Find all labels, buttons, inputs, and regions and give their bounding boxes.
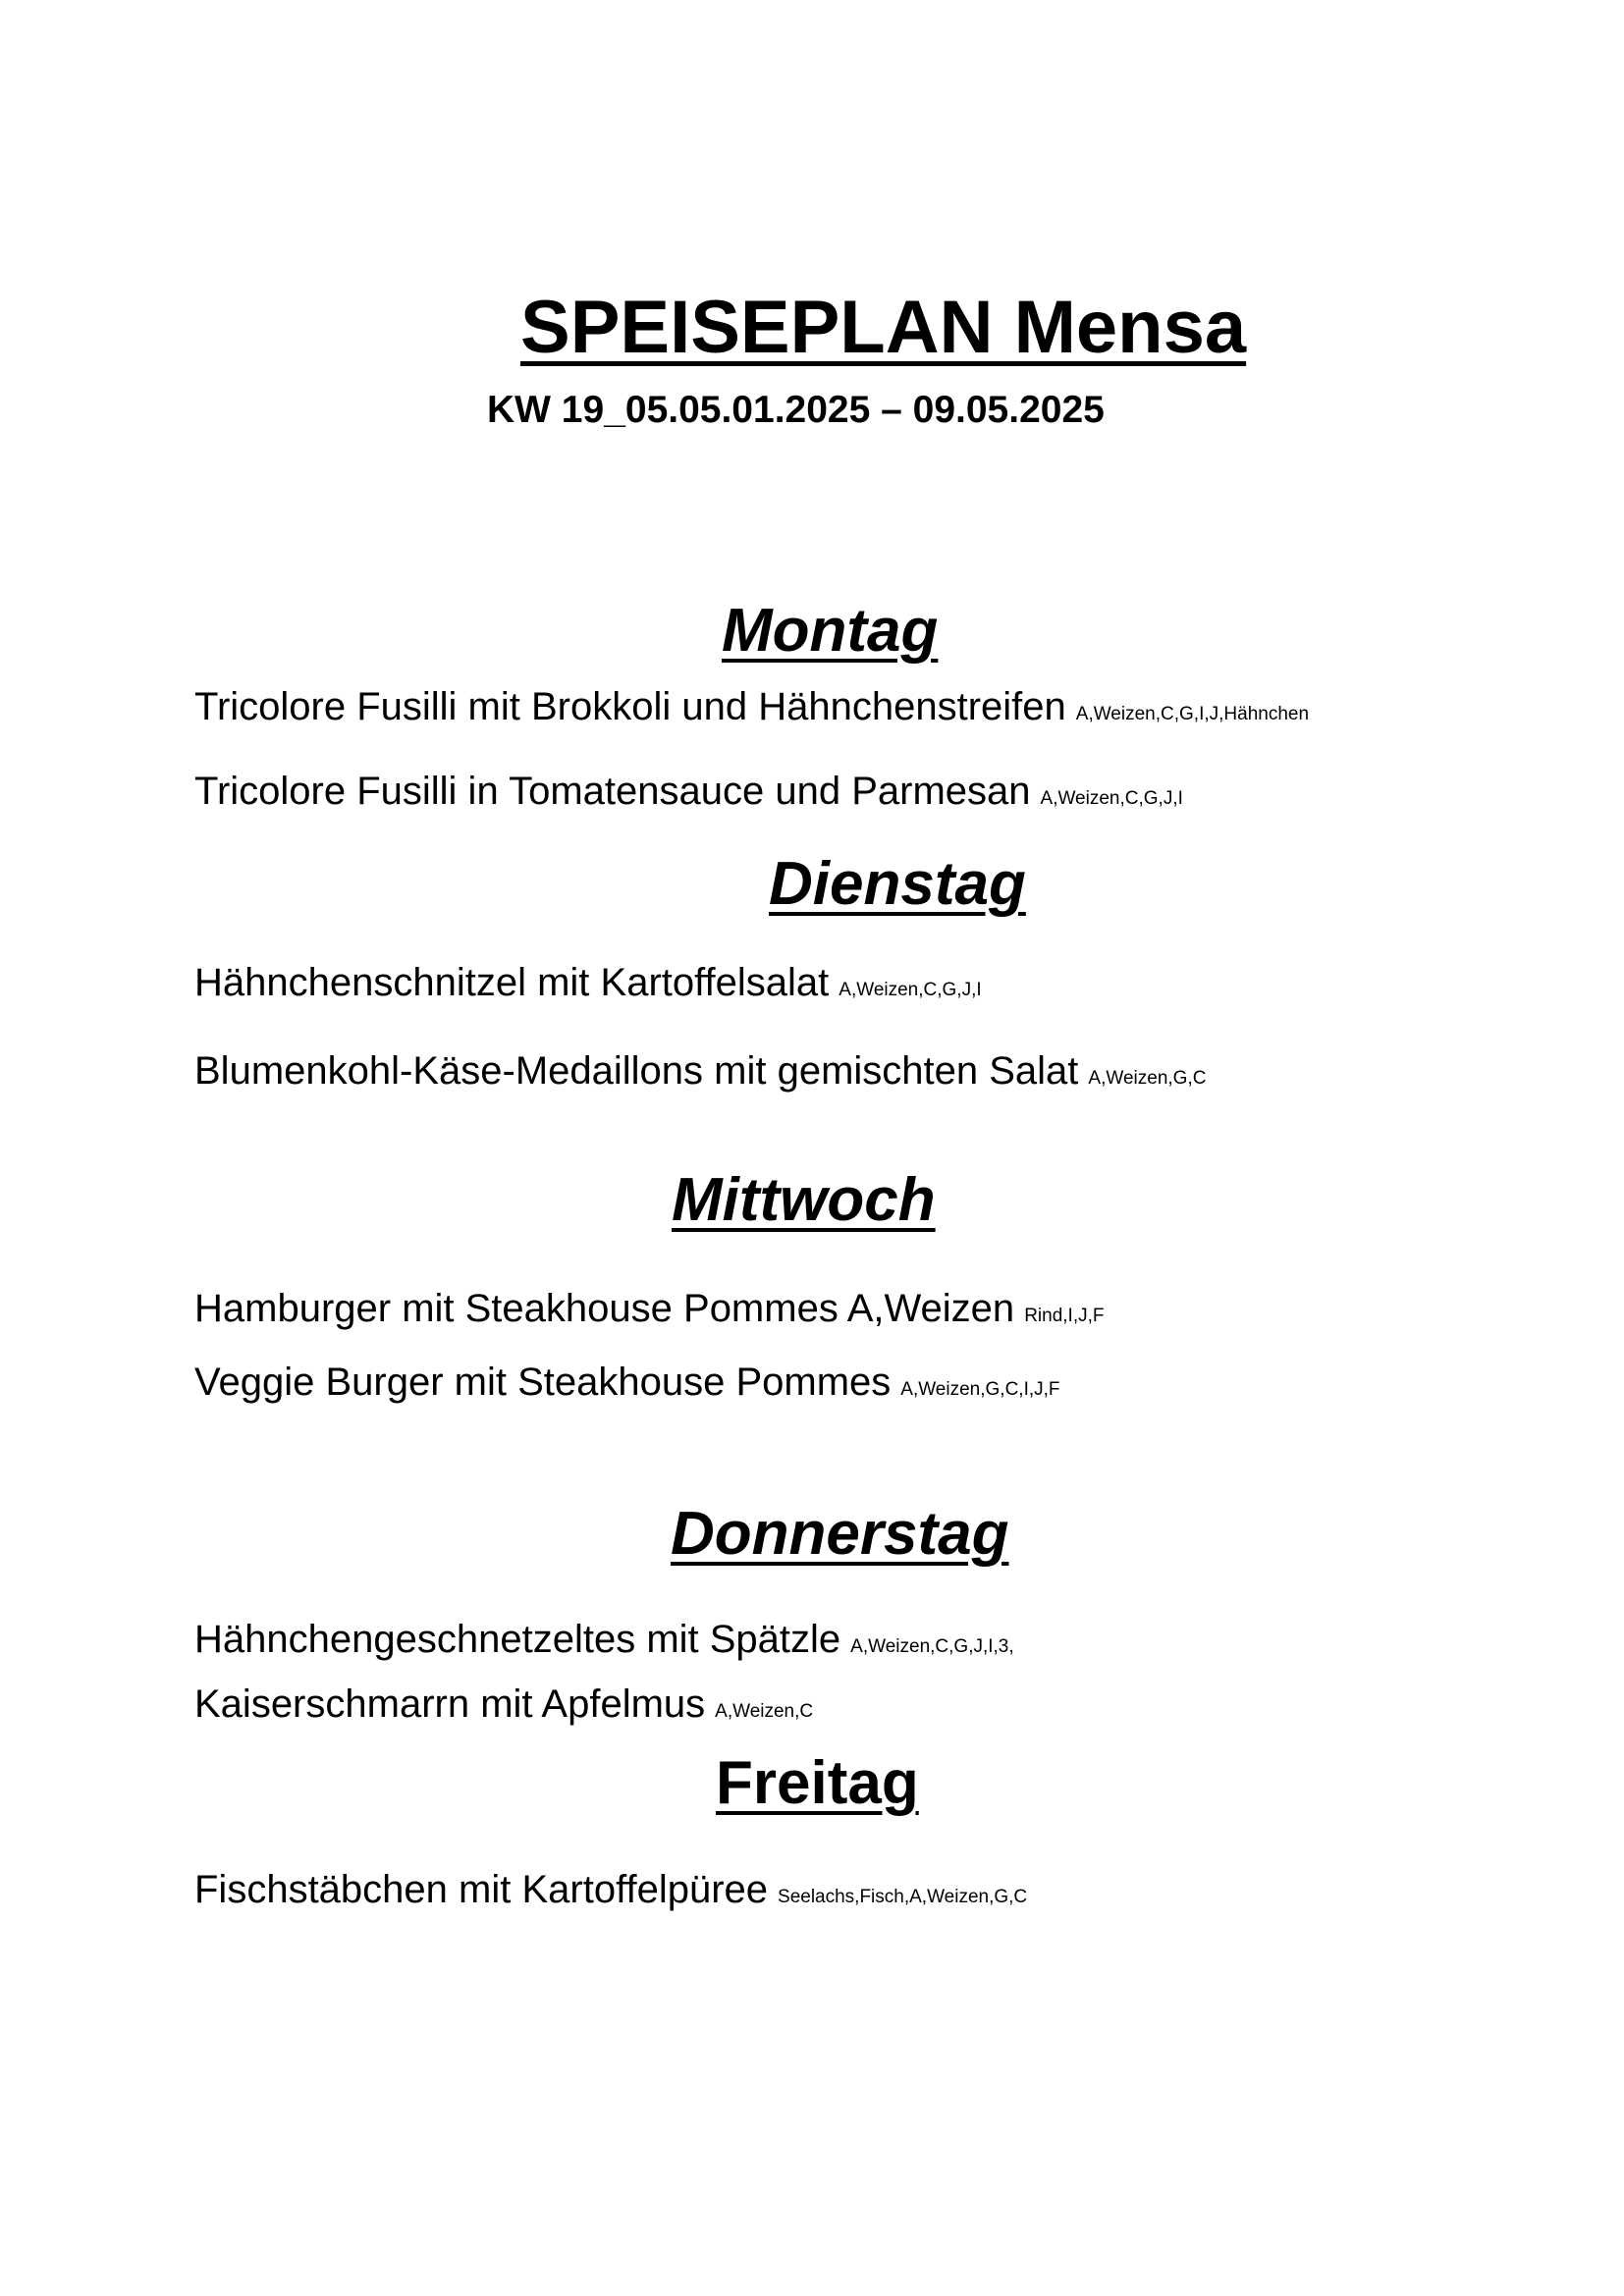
day-heading-donnerstag: Donnerstag (671, 1500, 1009, 1568)
day-heading-freitag: Freitag (716, 1749, 919, 1817)
allergen-codes: A,Weizen,C (715, 1701, 814, 1722)
dish-name: Fischstäbchen mit Kartoffelpüree (194, 1868, 769, 1911)
dish-item (194, 1289, 1105, 1328)
dish-item (194, 687, 1309, 726)
dish-item (194, 1870, 1027, 1909)
dish-name: Hamburger mit Steakhouse Pommes A,Weizen (194, 1287, 1015, 1330)
week-range: KW 19_05.05.01.2025 – 09.05.2025 (487, 389, 1105, 431)
dish-item (194, 963, 982, 1002)
dish-name: Veggie Burger mit Steakhouse Pommes (194, 1361, 892, 1404)
day-heading-mittwoch: Mittwoch (672, 1166, 936, 1234)
allergen-codes: Seelachs,Fisch,A,Weizen,G,C (778, 1887, 1028, 1907)
dish-name: Tricolore Fusilli mit Brokkoli und Hähnchenstreifen (194, 685, 1066, 728)
dish-item (194, 1684, 813, 1724)
dish-item (194, 1362, 1060, 1402)
allergen-codes: Rind,I,J,F (1024, 1306, 1105, 1326)
allergen-codes: A,Weizen,C,G,J,I,3, (850, 1636, 1014, 1657)
allergen-codes: A,Weizen,C,G,J,I (839, 980, 982, 1000)
day-heading-montag: Montag (722, 597, 939, 665)
allergen-codes: A,Weizen,C,G,I,J,Hähnchen (1075, 704, 1310, 724)
dish-name: Hähnchengeschnetzeltes mit Spätzle (194, 1618, 841, 1661)
dish-name: Kaiserschmarrn mit Apfelmus (194, 1682, 706, 1726)
allergen-codes: A,Weizen,G,C (1088, 1068, 1207, 1089)
allergen-codes: A,Weizen,C,G,J,I (1040, 788, 1183, 809)
dish-item (194, 1620, 1014, 1659)
dish-item (194, 1051, 1206, 1091)
dish-item (194, 772, 1183, 811)
dish-name: Tricolore Fusilli in Tomatensauce und Parmesan (194, 770, 1031, 813)
dish-name: Hähnchenschnitzel mit Kartoffelsalat (194, 961, 830, 1004)
allergen-codes: A,Weizen,G,C,I,J,F (900, 1379, 1060, 1400)
dish-name: Blumenkohl-Käse-Medaillons mit gemischten Salat (194, 1049, 1079, 1093)
page-title: SPEISEPLAN Mensa (520, 286, 1247, 369)
day-heading-dienstag: Dienstag (769, 850, 1026, 918)
